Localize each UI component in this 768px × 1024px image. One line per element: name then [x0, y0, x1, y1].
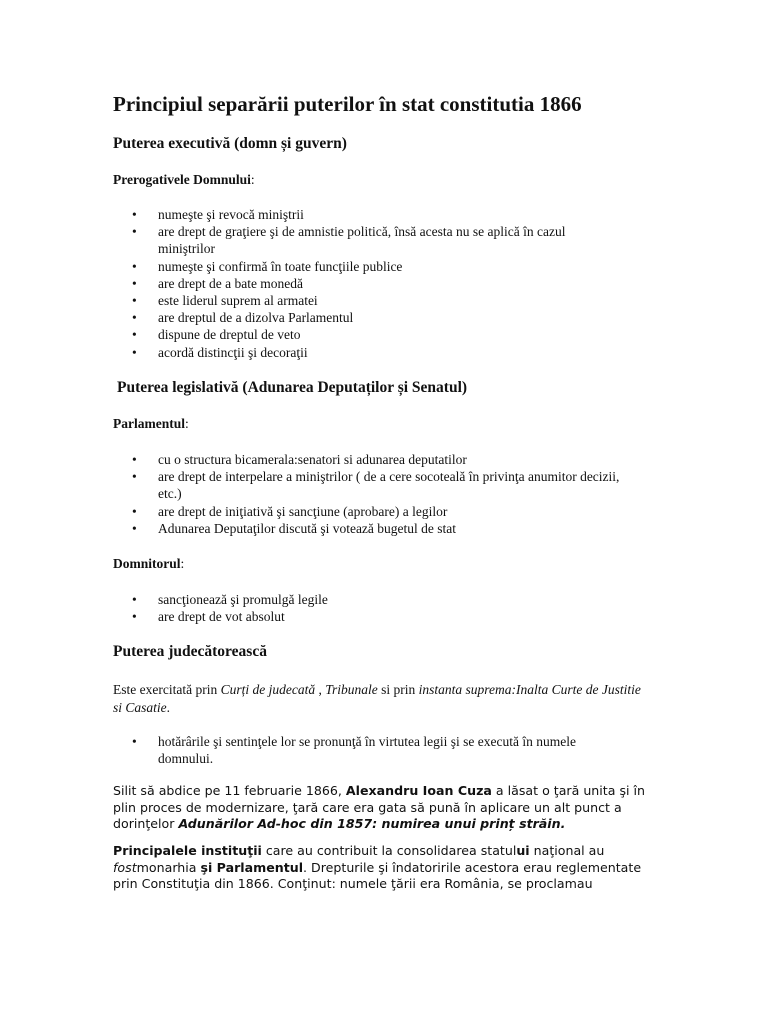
- judicial-intro: [113, 681, 653, 716]
- prerogatives-label: [113, 172, 255, 188]
- judicial-courts-term: Curți de judecată: [220, 682, 316, 697]
- list-item: • are dreptul de a dizolva Parlamentul: [113, 309, 623, 326]
- list-item: • numeşte şi confirmă în toate funcţiile publice: [113, 258, 623, 275]
- institutions-text-2: naţional au: [529, 843, 605, 858]
- ruler-list: [113, 591, 623, 625]
- institutions-text-bold-ui: ui: [516, 843, 530, 858]
- section-heading-executive: Puterea executivă (domn și guvern): [113, 135, 347, 152]
- closing-paragraph-cuza: [113, 783, 658, 833]
- list-item: • are drept de vot absolut: [113, 608, 623, 625]
- judicial-supreme-court-term: instanta suprema:Inalta Curte de Justitie si Casatie: [113, 682, 641, 715]
- list-item: • Adunarea Deputaţilor discută şi votează bugetul de stat: [113, 520, 623, 537]
- ruler-label: [113, 556, 184, 572]
- judicial-intro-text-4: .: [166, 699, 171, 715]
- judicial-tribunals-term: Tribunale: [325, 682, 378, 697]
- list-item: • dispune de dreptul de veto: [113, 326, 623, 343]
- cuza-text-1: Silit să abdice pe 11 februarie 1866,: [113, 783, 346, 798]
- institutions-text-1: care au contribuit la consolidarea statul: [261, 843, 517, 858]
- judicial-intro-text-2: ,: [315, 682, 326, 697]
- list-item: • are drept de interpelare a miniştrilor ( de a cere socoteală în privinţa anumitor decizii, etc.): [113, 468, 623, 502]
- institutions-text-3: . Drepturile şi îndatoririle acestora erau reglementate prin Constituţia din 1866. Conţinut: numele ţării era România, se proclamau: [113, 859, 642, 892]
- judicial-list: [113, 733, 623, 767]
- list-item: • este liderul suprem al armatei: [113, 292, 623, 309]
- institutions-text-fost: fost: [113, 859, 137, 875]
- section-heading-legislative: Puterea legislativă (Adunarea Deputaților și Senatul): [117, 379, 468, 396]
- cuza-name: Alexandru Ioan Cuza: [345, 783, 492, 798]
- list-item: • are drept de iniţiativă şi sancţiune (aprobare) a legilor: [113, 503, 623, 520]
- list-item: • cu o structura bicamerala:senatori si adunarea deputatilor: [113, 451, 623, 468]
- institutions-parliament: şi Parlamentul: [200, 859, 304, 875]
- list-item: • acordă distincţii şi decoraţii: [113, 344, 623, 361]
- institutions-term: Principalele instituţii: [113, 843, 262, 858]
- parliament-label: [113, 416, 189, 432]
- parliament-list: [113, 451, 623, 537]
- closing-paragraph-institutions: [113, 843, 658, 893]
- institutions-text-monarchy: monarhia: [136, 859, 201, 875]
- ruler-label-text: Domnitorul: [113, 556, 181, 571]
- adhoc-assemblies-text: Adunărilor Ad-hoc din 1857: numirea unui prinț străin.: [178, 816, 566, 832]
- ruler-label-colon: :: [180, 556, 185, 571]
- parliament-label-text: Parlamentul: [113, 416, 185, 431]
- judicial-intro-text-1: Este exercitată prin: [113, 682, 221, 697]
- section-heading-judicial: Puterea judecătorească: [113, 643, 267, 660]
- judicial-intro-text-3: si prin: [377, 682, 419, 697]
- list-item: • sancţionează şi promulgă legile: [113, 591, 623, 608]
- list-item: • hotărârile şi sentinţele lor se pronunţă în virtutea legii şi se execută în numele domnului.: [113, 733, 623, 767]
- prerogatives-list: [113, 206, 623, 361]
- parliament-label-colon: :: [185, 416, 189, 431]
- page-title: Principiul separării puterilor în stat constitutia 1866: [113, 92, 582, 116]
- list-item: • are drept de a bate monedă: [113, 275, 623, 292]
- prerogatives-label-text: Prerogativele Domnului: [113, 172, 251, 187]
- prerogatives-label-colon: :: [250, 172, 255, 187]
- cuza-text-2: a lăsat o ţară unita şi în plin proces de modernizare, ţară care era gata să pună în aplicare un alt punct a dorinţelor: [113, 783, 645, 832]
- list-item: • numeşte şi revocă miniştrii: [113, 206, 623, 223]
- list-item: • are drept de graţiere şi de amnistie politică, însă acesta nu se aplică în cazul miniştrilor: [113, 223, 623, 257]
